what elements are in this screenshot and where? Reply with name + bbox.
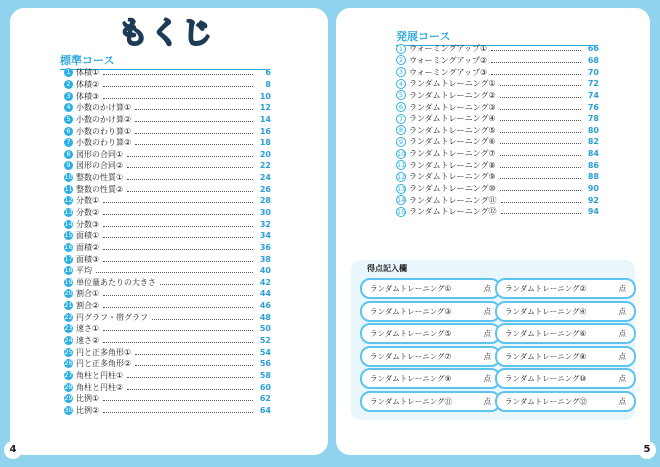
item-number-badge: 26 [64,359,73,368]
toc-row [64,277,271,289]
dot-leader [103,98,253,99]
toc-row [396,43,599,55]
score-entry-label: ランダムトレーニング③ [370,306,452,316]
toc-row [396,113,599,125]
item-number-badge: 27 [64,370,73,379]
item-title: 面積① [76,231,100,241]
advanced-course-heading: 発展コース [396,28,598,46]
item-page-number: 68 [587,55,599,65]
dot-leader [103,226,253,227]
standard-course-toc [64,67,271,416]
dot-leader [103,249,253,250]
toc-row [64,300,271,312]
item-page-number: 18 [259,138,271,148]
item-page-number: 66 [587,44,599,54]
dot-leader [500,109,581,110]
dot-leader [500,178,581,179]
item-title: 割合① [76,289,100,299]
item-title: ランダムトレーニング④ [409,114,496,124]
score-unit: 点 [483,374,491,383]
dot-leader [103,237,253,238]
item-title: 小数のかけ算② [76,114,132,124]
dot-leader [135,144,253,145]
dot-leader [500,85,581,86]
item-number-badge: 11 [397,161,406,170]
item-number-badge: 10 [397,149,406,158]
dot-leader [127,377,253,378]
item-page-number: 62 [259,394,271,404]
item-page-number: 10 [259,91,271,101]
toc-row [396,124,599,136]
toc-row [64,253,271,265]
toc-row [64,137,271,149]
item-page-number: 38 [259,254,271,264]
item-page-number: 26 [259,184,271,194]
item-page-number: 34 [259,231,271,241]
item-number-badge: 18 [64,266,73,275]
dot-leader [103,202,253,203]
dot-leader [491,50,581,51]
score-unit: 点 [483,396,491,406]
item-page-number: 52 [259,336,271,346]
item-title: 角柱と円柱② [76,382,124,392]
item-page-number: 28 [259,196,271,206]
item-number-badge: 28 [64,382,73,391]
item-title: ランダムトレーニング⑤ [409,125,496,135]
item-title: 整数の性質② [76,184,124,194]
dot-leader [500,132,581,133]
item-title: 割合② [76,301,100,311]
item-number-badge: 4 [396,79,406,89]
item-number-badge: 2 [64,80,73,89]
item-page-number: 72 [587,79,599,89]
toc-row [64,90,271,102]
item-page-number: 80 [587,125,599,135]
item-title: 図形の合同① [76,149,124,159]
item-title: 円と正多角形① [76,347,132,357]
item-number-badge: 20 [64,289,73,298]
score-entry-label: ランダムトレーニング⑩ [505,374,587,383]
toc-row [396,55,599,67]
toc-row [64,102,271,114]
item-page-number: 12 [259,103,271,113]
score-unit: 点 [618,351,626,361]
toc-row [396,66,599,78]
item-page-number: 42 [259,277,271,287]
toc-row [64,405,271,417]
item-page-number: 76 [587,102,599,112]
toc-row [396,183,599,195]
item-page-number: 6 [265,68,271,78]
item-title: ウォーミングアップ③ [409,67,488,77]
toc-row [64,370,271,382]
toc-row [64,393,271,405]
item-title: 比例① [76,394,100,404]
item-page-number: 82 [587,137,599,147]
score-entry-label: ランダムトレーニング⑦ [370,351,452,361]
item-title: 平均 [76,266,92,276]
dot-leader [103,295,253,296]
toc-row [64,265,271,277]
toc-row [64,79,271,91]
dot-leader [103,307,253,308]
toc-row [64,125,271,137]
score-entry[interactable] [360,391,501,412]
page-number-right: 5 [638,441,656,459]
score-entry-label: ランダムトレーニング⑥ [505,329,587,338]
dot-leader [135,365,253,366]
dot-leader [96,272,253,273]
dot-leader [160,284,253,285]
item-number-badge: 9 [64,161,73,170]
toc-row [64,207,271,219]
dot-leader [491,62,581,63]
page-title: もくじ [118,16,214,51]
item-number-badge: 14 [64,219,73,228]
item-number-badge: 11 [64,184,73,193]
item-title: 小数のわり算① [76,126,132,136]
score-unit: 点 [618,284,626,293]
item-number-badge: 21 [64,301,73,310]
item-page-number: 54 [259,347,271,357]
advanced-course-toc [396,43,599,218]
dot-leader [127,156,253,157]
item-title: 小数のかけ算① [76,103,132,113]
toc-row [64,346,271,358]
score-unit: 点 [618,306,626,316]
item-page-number: 86 [587,160,599,170]
item-number-badge: 7 [396,114,406,124]
toc-row [64,114,271,126]
dot-leader [127,179,253,180]
dot-leader [127,389,253,390]
item-number-badge: 23 [64,324,73,333]
toc-row [396,136,599,148]
item-page-number: 32 [259,219,271,229]
dot-leader [500,143,581,144]
dot-leader [103,214,253,215]
toc-row [64,230,271,242]
item-number-badge: 4 [64,103,73,112]
item-title: ランダムトレーニング⑦ [409,149,496,159]
toc-row [396,171,599,183]
item-title: ランダムトレーニング⑪ [409,195,497,205]
item-number-badge: 12 [397,172,406,181]
item-page-number: 78 [587,114,599,124]
dot-leader [491,74,581,75]
toc-row [64,183,271,195]
score-entry-label: ランダムトレーニング② [505,284,587,293]
item-title: ランダムトレーニング⑨ [409,172,496,182]
score-entry[interactable] [360,368,501,389]
item-page-number: 22 [259,161,271,171]
item-title: 比例② [76,405,100,415]
dot-leader [501,213,581,214]
item-number-badge: 17 [64,254,73,263]
toc-row [64,160,271,172]
item-number-badge: 1 [396,44,406,54]
item-number-badge: 13 [397,184,406,193]
toc-row [64,195,271,207]
score-entry[interactable] [495,391,636,412]
item-number-badge: 8 [396,125,406,135]
score-entry-label: ランダムトレーニング⑨ [370,374,452,383]
item-number-badge: 22 [64,312,73,321]
score-entry-label: ランダムトレーニング① [370,284,452,293]
item-page-number: 50 [259,324,271,334]
item-number-badge: 10 [64,173,73,182]
item-number-badge: 16 [64,242,73,251]
toc-row [64,381,271,393]
item-title: 速さ① [76,324,100,334]
score-unit: 点 [618,374,626,383]
item-number-badge: 29 [64,394,73,403]
item-number-badge: 15 [397,207,406,216]
item-page-number: 88 [587,172,599,182]
item-number-badge: 19 [64,277,73,286]
item-title: ランダムトレーニング⑥ [409,137,496,147]
item-number-badge: 7 [64,138,73,147]
score-unit: 点 [483,306,491,316]
item-title: 円グラフ・帯グラフ [76,312,148,322]
score-entry[interactable] [495,301,636,322]
item-number-badge: 2 [396,55,406,65]
item-number-badge: 3 [396,67,406,77]
score-entry[interactable] [495,346,636,367]
toc-row [64,218,271,230]
score-entry[interactable] [495,323,636,344]
item-number-badge: 30 [64,405,73,414]
item-title: 図形の合同② [76,161,124,171]
dot-leader [103,330,253,331]
toc-row [396,90,599,102]
item-page-number: 24 [259,173,271,183]
item-title: ランダムトレーニング③ [409,102,496,112]
item-title: 速さ② [76,336,100,346]
item-title: ランダムトレーニング② [409,90,496,100]
item-page-number: 48 [259,312,271,322]
page-number-left: 4 [4,441,22,459]
item-page-number: 94 [587,207,599,217]
dot-leader [500,155,581,156]
item-title: 角柱と円柱① [76,370,124,380]
standard-course-heading: 標準コース [60,52,270,70]
dot-leader [135,354,253,355]
score-entry-label: ランダムトレーニング⑤ [370,329,452,338]
item-page-number: 56 [259,359,271,369]
item-page-number: 60 [259,382,271,392]
toc-row [64,358,271,370]
item-number-badge: 8 [64,150,73,159]
score-entry-label: ランダムトレーニング⑧ [505,351,587,361]
item-number-badge: 6 [64,127,73,136]
item-title: 単位量あたりの大きさ [76,277,156,287]
toc-row [396,159,599,171]
toc-row [64,323,271,335]
item-page-number: 74 [587,90,599,100]
item-number-badge: 6 [396,102,406,112]
item-number-badge: 5 [396,90,406,100]
dot-leader [103,412,253,413]
toc-row [64,67,271,79]
item-number-badge: 14 [397,196,406,205]
item-title: ウォーミングアップ② [409,55,488,65]
score-unit: 点 [618,329,626,338]
item-title: ランダムトレーニング⑩ [409,184,496,193]
item-number-badge: 12 [64,196,73,205]
item-number-badge: 3 [64,92,73,101]
toc-row [396,78,599,90]
item-page-number: 58 [259,370,271,380]
item-page-number: 70 [587,67,599,77]
item-page-number: 64 [259,405,271,415]
dot-leader [127,191,253,192]
item-page-number: 84 [587,149,599,159]
item-page-number: 40 [259,266,271,276]
score-record-heading: 得点記入欄 [367,264,407,273]
item-title: 分数① [76,196,100,206]
dot-leader [103,261,253,262]
item-number-badge: 9 [396,137,406,147]
item-number-badge: 24 [64,336,73,345]
toc-row [396,194,599,206]
dot-leader [103,74,253,75]
dot-leader [152,319,253,320]
dot-leader [500,190,581,191]
item-title: ランダムトレーニング⑫ [409,207,497,217]
toc-row [64,335,271,347]
score-unit: 点 [483,351,491,361]
score-unit: 点 [483,284,491,293]
item-title: 体積① [76,68,100,78]
item-title: 体積② [76,79,100,89]
item-title: 円と正多角形② [76,359,132,369]
score-entry-label: ランダムトレーニング⑪ [370,396,453,406]
item-number-badge: 13 [64,208,73,216]
item-title: 小数のわり算② [76,138,132,148]
toc-row [64,242,271,254]
score-record-box [351,260,635,420]
item-title: 体積③ [76,91,100,101]
item-title: ランダムトレーニング① [409,79,496,89]
dot-leader [135,109,253,110]
item-page-number: 14 [259,114,271,124]
dot-leader [103,400,253,401]
item-title: 面積③ [76,254,100,264]
item-page-number: 16 [259,126,271,136]
item-number-badge: 25 [64,347,73,356]
item-title: 分数③ [76,219,100,229]
dot-leader [135,133,253,134]
score-entry[interactable] [360,301,501,322]
score-entry[interactable] [360,346,501,367]
item-page-number: 8 [265,79,271,89]
item-page-number: 36 [259,242,271,252]
item-number-badge: 1 [64,68,73,77]
dot-leader [103,342,253,343]
item-title: 分数② [76,208,100,217]
score-unit: 点 [483,329,491,338]
score-entry[interactable] [495,368,636,389]
item-page-number: 20 [259,149,271,159]
toc-row [396,101,599,113]
toc-row [64,172,271,184]
dot-leader [135,121,253,122]
score-entry[interactable] [360,278,501,299]
item-page-number: 46 [259,301,271,311]
score-entry-label: ランダムトレーニング④ [505,306,587,316]
dot-leader [501,202,581,203]
toc-row [64,148,271,160]
item-number-badge: 15 [64,231,73,240]
dot-leader [500,167,581,168]
item-title: ランダムトレーニング⑧ [409,160,496,170]
item-page-number: 92 [587,195,599,205]
score-entry[interactable] [360,323,501,344]
item-title: 整数の性質① [76,173,124,183]
toc-row [396,148,599,160]
score-unit: 点 [618,396,626,406]
toc-row [64,288,271,300]
item-number-badge: 5 [64,115,73,124]
item-title: ウォーミングアップ① [409,44,488,54]
dot-leader [500,97,581,98]
toc-row [64,311,271,323]
item-title: 面積② [76,242,100,252]
item-page-number: 90 [587,184,599,193]
dot-leader [103,86,253,87]
item-page-number: 30 [259,208,271,217]
score-entry-label: ランダムトレーニング⑫ [505,396,588,406]
toc-row [396,206,599,218]
score-entry[interactable] [495,278,636,299]
item-page-number: 44 [259,289,271,299]
dot-leader [500,120,581,121]
dot-leader [127,167,253,168]
